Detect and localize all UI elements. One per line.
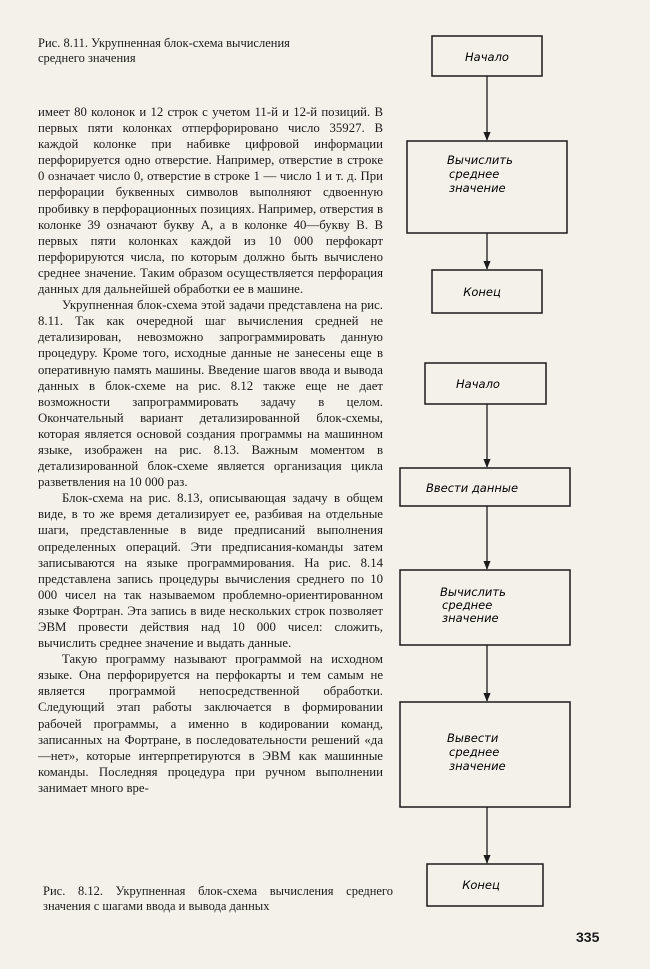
fc811-end-label: Конец [463, 285, 501, 299]
fc812-input-label: Ввести данные [425, 481, 519, 495]
paragraph-1: имеет 80 колонок и 12 строк с учетом 11-й и 12-й позиций. В первых пяти колонках отперфорировано число 35927. В каждой колонке при набивке цифровой информации перфорируется одно отверстие. Например, отверстие в строке 0 означает число 0, отверстие в строке 1 — число 1 и т. д. При перфорации буквенных символов выполняют сдвоенную пробивку в перфорационных позициях. Например, отверстия в колонке 39 означают букву А, а в колонке 40—букву В. В первых пяти колонках каждой из 10 000 перфокарт перфорируются числа, по которым должно быть вычислено среднее значение. Таким образом осуществляется перфорация данных для дальнейшей обработки ее в машине. [38, 105, 383, 297]
figure-8-12-caption [43, 884, 393, 914]
fc812-output-line-1: Вывести [447, 731, 499, 745]
fc812-compute-line-2: среднее [442, 598, 493, 612]
fc812-output-line-3: значение [449, 759, 506, 773]
fc812-output-line-2: среднее [449, 745, 500, 759]
fc811-compute-line-2: среднее [449, 167, 500, 181]
paragraph-2: Укрупненная блок-схема этой задачи представлена на рис. 8.11. Так как очередной шаг вычисления средней не детализирован, невозможно запрограммировать данную процедуру. Кроме того, исходные данные не занесены еще в оперативную память машины. Введение шагов ввода и вывода данных в блок-схеме на рис. 8.12 также еще не дает возможности запрограммировать задачу в целом. Окончательный вариант детализированной блок-схемы, которая является основой создания программы на машинном языке, изображен на рис. 8.13. Важным моментом в детализированной блок-схеме является организация цикла разветвления на 10 000 раз. [38, 298, 383, 490]
fc812-end-label: Конец [462, 878, 500, 892]
fc811-compute-line-1: Вычислить [447, 153, 513, 167]
flowchart-8-11 [407, 36, 567, 313]
fc811-compute-line-3: значение [449, 181, 506, 195]
figure-8-11-caption-prefix: Рис. 8.11. [38, 36, 88, 50]
figure-8-12-caption-text: Укрупненная блок-схема вычисления среднего значения с шагами ввода и вывода данных [43, 884, 393, 913]
figure-8-12-caption-prefix: Рис. 8.12. [43, 884, 103, 898]
paragraph-4: Такую программу называют программой на исходном языке. Она перфорируется на перфокарты и тем самым не является программой непосредственной обработки. Следующий этап работы заключается в формировании рабочей программы, а именно в кодировании команд, записанных на Фортране, в последовательности решений «да—нет», которые интерпретируются в ЭВМ как машинные команды. Последняя процедура при ручном выполнении занимает много вре- [38, 652, 383, 795]
fc812-compute-line-3: значение [442, 611, 499, 625]
page-number: 335 [576, 929, 600, 945]
paragraph-3: Блок-схема на рис. 8.13, описывающая задачу в общем виде, в то же время детализирует ее, разбивая на отдельные шаги, представленные в виде предписаний выполнения определенных операций. Эти предписания-команды затем записываются на языке программирования. На рис. 8.14 представлена запись процедуры вычисления среднего по 10 000 чисел на так называемом проблемно-ориентированном языке Фортран. Эта запись в виде нескольких строк позволяет ЭВМ провести действия над 10 000 чисел: сложить, вычислить среднее значение и выдать данные. [38, 491, 383, 651]
fc812-start-label: Начало [456, 377, 500, 391]
fc812-compute-line-1: Вычислить [440, 585, 506, 599]
fc811-start-label: Начало [465, 50, 509, 64]
figure-8-11-caption-text: Укрупненная блок-схема вычисления среднего значения [38, 36, 290, 65]
flowchart-8-12 [400, 363, 570, 906]
